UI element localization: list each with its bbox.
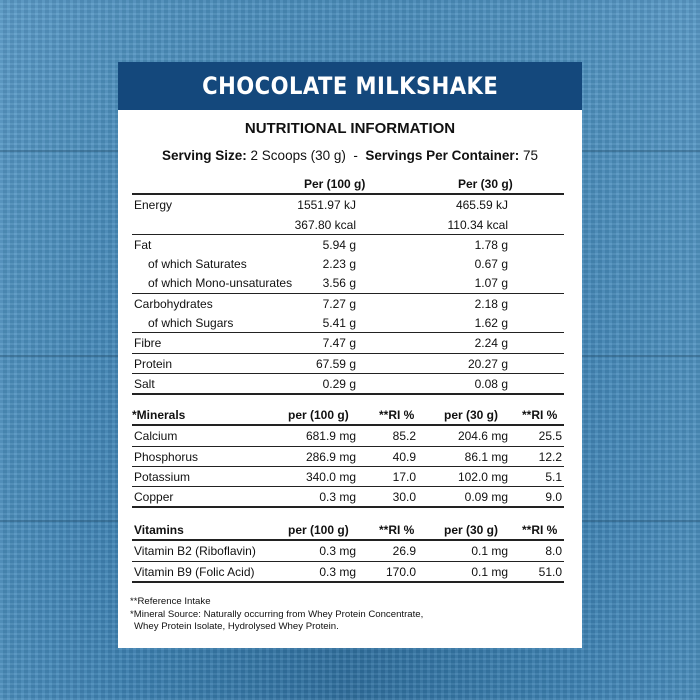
row-ri100: 40.9: [392, 449, 416, 464]
minerals-table: [132, 405, 564, 508]
servings-per-container-value: 75: [522, 148, 538, 163]
table-row: [132, 467, 564, 487]
serving-info: [118, 148, 582, 163]
row-per100: 2.23 g: [322, 257, 356, 272]
row-per100: 5.94 g: [322, 237, 356, 252]
section-subtitle: NUTRITIONAL INFORMATION: [244, 120, 456, 137]
row-ri100: 170.0: [385, 564, 416, 579]
table-row: [132, 374, 564, 395]
row-ri30: 8.0: [545, 544, 562, 559]
row-per30: 0.67 g: [474, 257, 508, 272]
header-ri-100g: **RI %: [379, 408, 415, 422]
table-row: [132, 562, 564, 583]
row-per30: 102.0 mg: [457, 469, 508, 484]
row-ri100: 30.0: [392, 490, 416, 505]
row-per30: 20.27 g: [467, 356, 508, 371]
row-name: Vitamin B9 (Folic Acid): [134, 564, 255, 579]
vitamins-header-row: [132, 520, 564, 541]
row-per100: 67.59 g: [315, 356, 356, 371]
servings-per-container-label: Servings Per Container:: [365, 148, 520, 163]
row-name: Potassium: [134, 469, 191, 484]
row-per30: 1.62 g: [474, 316, 508, 331]
row-per100: 340.0 mg: [305, 469, 356, 484]
header-ri-30g: **RI %: [522, 523, 558, 537]
row-name: of which Saturates: [148, 257, 247, 272]
row-name: Salt: [134, 376, 155, 391]
row-per30: 0.1 mg: [471, 564, 508, 579]
footnote-mineral-source-cont: Whey Protein Isolate, Hydrolysed Whey Protein.: [134, 621, 339, 632]
row-per30: 0.09 mg: [464, 490, 508, 505]
row-ri100: 17.0: [392, 469, 416, 484]
nutrition-header-row: [132, 174, 564, 195]
header-per-30g: per (30 g): [444, 408, 499, 422]
row-name: Fat: [134, 237, 152, 252]
row-per30: 86.1 mg: [464, 449, 508, 464]
table-row: [132, 541, 564, 561]
table-row: [132, 487, 564, 508]
row-per30: 0.08 g: [474, 376, 508, 391]
table-row: [132, 354, 564, 374]
row-per100: 367.80 kcal: [294, 217, 356, 232]
header-vitamins: Vitamins: [134, 523, 184, 537]
row-per30: 1.78 g: [474, 237, 508, 252]
row-name: Vitamin B2 (Riboflavin): [134, 544, 256, 559]
table-row: [132, 294, 564, 313]
row-name: of which Mono-unsaturates: [148, 276, 293, 291]
header-per-30g: per (30 g): [444, 523, 499, 537]
row-per100: 0.29 g: [322, 376, 356, 391]
row-name: Carbohydrates: [134, 296, 213, 311]
header-per-100g: per (100 g): [288, 523, 349, 537]
table-row: [132, 215, 564, 235]
row-per30: 0.1 mg: [471, 544, 508, 559]
table-row: [132, 195, 564, 214]
header-per-100g: Per (100 g): [304, 177, 366, 191]
row-ri30: 9.0: [545, 490, 562, 505]
row-per30: 1.07 g: [474, 276, 508, 291]
row-name: of which Sugars: [148, 316, 234, 331]
row-per100: 5.41 g: [322, 316, 356, 331]
row-name: Calcium: [134, 429, 178, 444]
header-minerals: *Minerals: [132, 408, 186, 422]
row-name: Protein: [134, 356, 173, 371]
serving-size-value: 2 Scoops (30 g): [250, 148, 346, 163]
table-row: [132, 273, 564, 293]
row-ri100: 85.2: [392, 429, 416, 444]
row-per100: 7.27 g: [322, 296, 356, 311]
vitamins-table: [132, 520, 564, 583]
row-per30: 465.59 kJ: [455, 198, 508, 213]
table-row: [132, 235, 564, 254]
table-row: [132, 426, 564, 446]
serving-separator: -: [353, 148, 358, 163]
row-per30: 110.34 kcal: [447, 217, 508, 232]
header-per-100g: per (100 g): [288, 408, 349, 422]
serving-size-label: Serving Size:: [162, 148, 247, 163]
label-header: [118, 62, 582, 110]
table-row: [132, 313, 564, 333]
table-row: [132, 447, 564, 467]
row-per30: 2.18 g: [474, 296, 508, 311]
footnote-mineral-source: *Mineral Source: Naturally occurring from Whey Protein Concentrate,: [130, 608, 424, 620]
header-ri-30g: **RI %: [522, 408, 558, 422]
row-ri30: 5.1: [545, 469, 562, 484]
nutrition-table: [132, 174, 564, 395]
row-ri30: 12.2: [538, 449, 562, 464]
row-name: Phosphorus: [134, 449, 199, 464]
row-per30: 2.24 g: [474, 336, 508, 351]
row-per100: 1551.97 kJ: [297, 198, 356, 213]
row-per30: 204.6 mg: [457, 429, 508, 444]
table-row: [132, 333, 564, 353]
row-per100: 0.3 mg: [319, 544, 356, 559]
row-per100: 681.9 mg: [305, 429, 356, 444]
row-per100: 286.9 mg: [305, 449, 356, 464]
minerals-header-row: [132, 405, 564, 426]
row-per100: 3.56 g: [322, 276, 356, 291]
table-row: [132, 254, 564, 273]
header-per-30g: Per (30 g): [458, 177, 513, 191]
row-name: Copper: [134, 490, 174, 505]
header-ri-100g: **RI %: [379, 523, 415, 537]
footnotes: [130, 596, 570, 634]
product-title: CHOCOLATE MILKSHAKE: [201, 72, 499, 100]
row-per100: 7.47 g: [322, 336, 356, 351]
row-ri100: 26.9: [392, 544, 416, 559]
row-per100: 0.3 mg: [319, 490, 356, 505]
row-name: Fibre: [134, 336, 162, 351]
row-name: Energy: [134, 198, 173, 213]
footnote-reference-intake: **Reference Intake: [130, 596, 211, 607]
nutrition-label-panel: [118, 62, 582, 648]
row-ri30: 25.5: [538, 429, 562, 444]
row-ri30: 51.0: [538, 564, 562, 579]
row-per100: 0.3 mg: [319, 564, 356, 579]
